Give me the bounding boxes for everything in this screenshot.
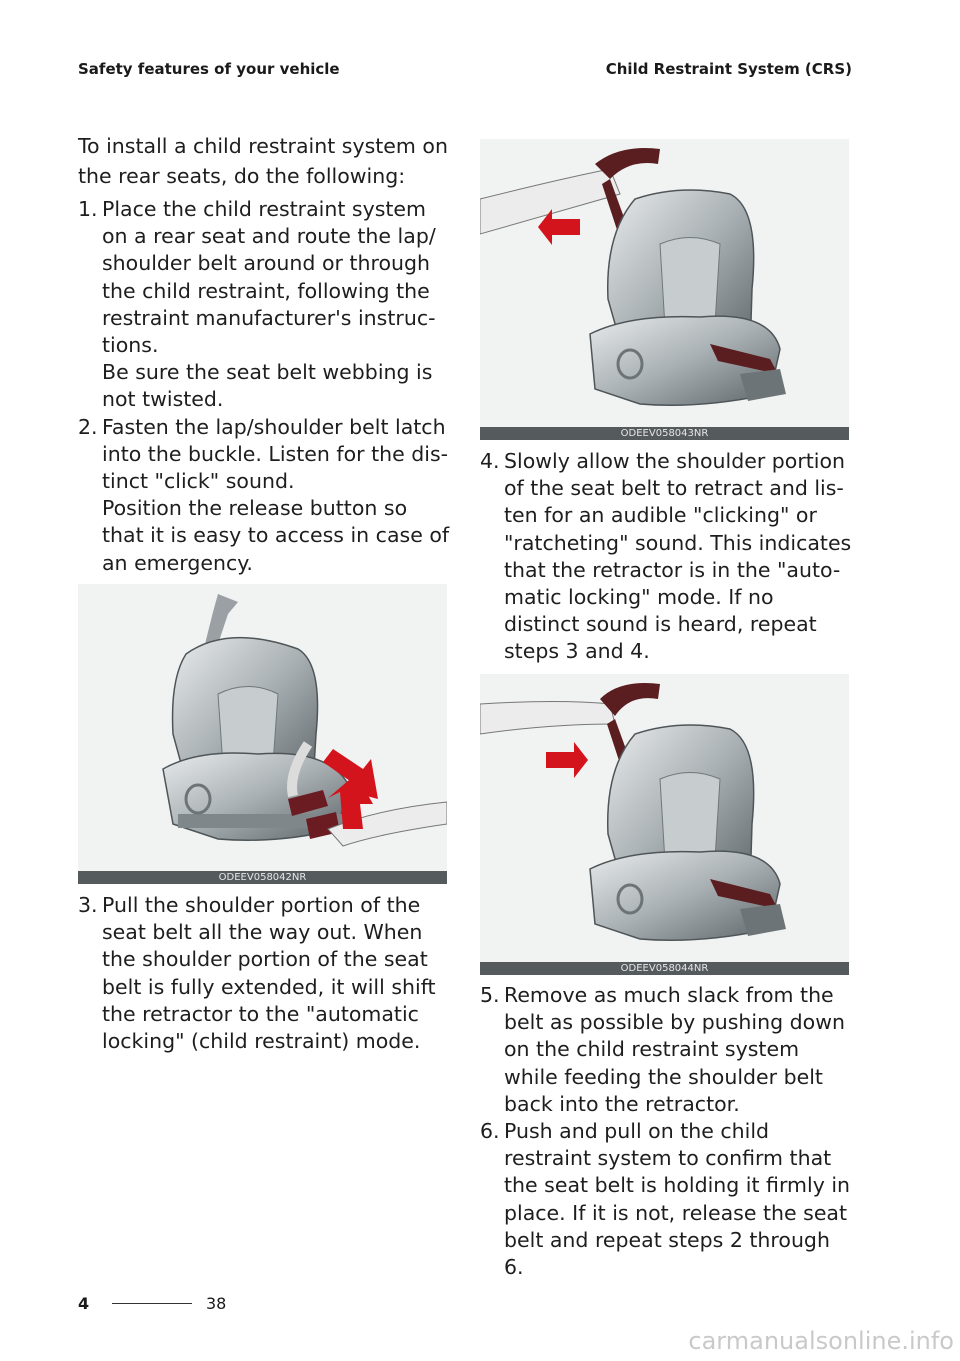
figure-caption: ODEEV058042NR	[78, 871, 447, 884]
right-column-lower	[480, 982, 852, 1281]
list-item	[480, 448, 852, 666]
right-column	[480, 448, 852, 666]
figure-caption: ODEEV058043NR	[480, 427, 849, 440]
child-seat-illustration	[78, 584, 447, 884]
step-number: 6.	[480, 1119, 500, 1144]
chapter-number: 4	[78, 1294, 90, 1313]
steps-list-b	[78, 892, 450, 1055]
header-chapter-title: Child Restraint System (CRS)	[605, 60, 852, 78]
child-seat-illustration	[480, 139, 849, 440]
steps-list-d	[480, 982, 852, 1281]
step-note: Be sure the seat belt webbing is not twisted.	[102, 360, 433, 412]
intro-paragraph: To install a child restraint system on the rear seats, do the following:	[78, 134, 448, 188]
step-text: Fasten the lap/shoulder belt latch into the buckle. Listen for the dis- tinct "click" sound. Position the release button so that it is easy to access in case of an emergency.	[102, 414, 450, 575]
list-item	[78, 196, 450, 414]
step-text: Push and pull on the child restraint system to confirm that the seat belt is holding it firmly in place. If it is not, release the seat belt and repeat steps 2 through 6.	[504, 1119, 851, 1280]
figure-buckle-fastening	[78, 584, 447, 884]
arrow-icon	[546, 742, 588, 778]
page-number: 38	[206, 1294, 227, 1313]
figure-pull-belt-out	[480, 139, 849, 440]
page-footer	[78, 1294, 226, 1313]
steps-list-c	[480, 448, 852, 666]
steps-list-a	[78, 196, 450, 577]
step-number: 5.	[480, 983, 500, 1007]
step-number: 4.	[480, 449, 500, 473]
step-text: Pull the shoulder portion of the seat belt all the way out. When the shoulder portion of the seat belt is fully extended, it will shift the retractor to the "automatic locking" (child restraint) mode.	[102, 893, 436, 1054]
list-item	[78, 892, 450, 1055]
header-section-title: Safety features of your vehicle	[78, 60, 340, 78]
step-text: Remove as much slack from the belt as possible by pushing down on the child restraint system while feeding the shoulder belt back into the retractor.	[504, 983, 845, 1116]
figure-retract-belt	[480, 674, 849, 975]
left-column-lower	[78, 892, 450, 1055]
footer-divider	[112, 1303, 192, 1304]
watermark: carmanualsonline.info	[688, 1327, 954, 1355]
step-number: 1.	[78, 197, 98, 221]
list-item	[78, 414, 450, 577]
list-item	[480, 1118, 852, 1281]
step-text: Place the child restraint system on a rear seat and route the lap/ shoulder belt around or through the child restraint, following the restraint manufacturer's instruc- tions. Be sure the seat belt webbing is not twisted.	[102, 197, 436, 412]
figure-caption: ODEEV058044NR	[480, 962, 849, 975]
child-seat-illustration	[480, 674, 849, 975]
step-number: 3.	[78, 893, 98, 917]
left-column	[78, 131, 450, 577]
step-number: 2.	[78, 414, 98, 439]
step-note: Position the release button so that it is easy to access in case of an emergency.	[102, 496, 450, 575]
step-text: Slowly allow the shoulder portion of the seat belt to retract and lis- ten for an audible "clicking" or "ratcheting" sound. This indicates that the retractor is in the "auto- matic locking" mode. If no distinct sound is heard, repeat steps 3 and 4.	[504, 449, 852, 664]
list-item	[480, 982, 852, 1118]
